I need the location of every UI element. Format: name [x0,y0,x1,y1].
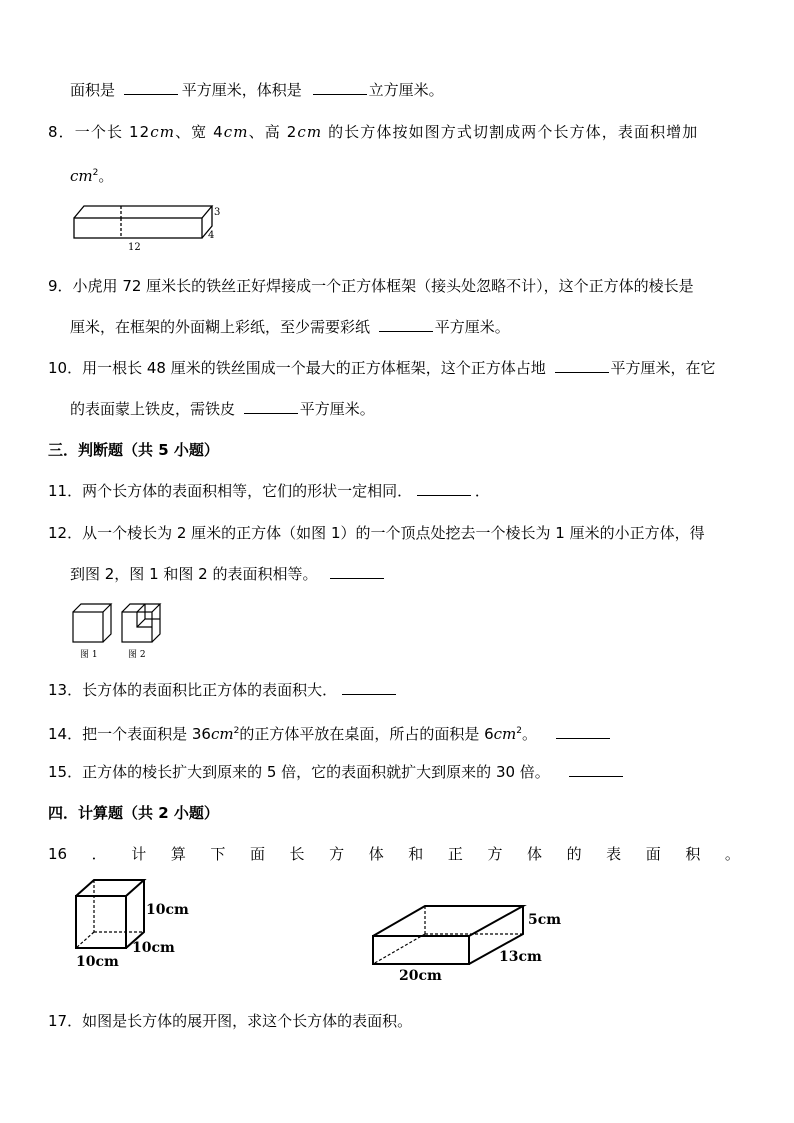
section-3-title: 三．判断题（共 5 小题） [48,441,219,459]
answer-blank[interactable] [555,358,609,373]
question-9-cont: 厘米，在框架的外面糊上彩纸，至少需要彩纸 平方厘米。 [70,318,510,336]
cube-depth-label: 10cm [132,940,175,956]
question-17: 17．如图是长方体的展开图，求这个长方体的表面积。 [48,1012,413,1030]
cuboid-height-label: 5cm [528,912,562,928]
answer-blank[interactable] [379,317,433,332]
question-12: 12．从一个棱长为 2 厘米的正方体（如图 1）的一个顶点处挖去一个棱长为 1 厘米的小正方体，得 [48,524,705,542]
answer-blank[interactable] [313,80,367,95]
cuboid-cut-figure [68,198,228,254]
question-8: 8．一个长 12cm、宽 4cm、高 2cm 的长方体按如图方式切割成两个长方体，表面积增加 [48,123,699,141]
answer-blank[interactable] [330,564,384,579]
fig-height-label: 3 [214,207,221,218]
question-8-unit: $cm^2$。 [70,167,114,185]
cube-10cm-figure [70,876,220,972]
answer-blank[interactable] [556,724,610,739]
cuboid-width-label: 13cm [499,949,542,965]
cuboid-length-label: 20cm [399,968,442,984]
fig1-label: 图 1 [80,650,98,660]
question-12-cont: 到图 2，图 1 和图 2 的表面积相等。 [70,564,384,584]
answer-blank[interactable] [342,680,396,695]
q7-continuation: 面积是 平方厘米，体积是 立方厘米。 [70,81,444,99]
question-11: 11．两个长方体的表面积相等，它们的形状一定相同． ． [48,482,490,500]
answer-blank[interactable] [124,80,178,95]
answer-blank[interactable] [417,481,471,496]
cube-figures [70,600,170,662]
question-14: 14．把一个表面积是 $36cm^2$的正方体平放在桌面，所占的面积是 $6cm^2$。 [48,721,610,744]
section-4-title: 四．计算题（共 2 小题） [48,804,219,822]
question-13: 13．长方体的表面积比正方体的表面积大． [48,680,396,700]
cube-height-label: 10cm [146,902,189,918]
question-9: 9．小虎用 72 厘米长的铁丝正好焊接成一个正方体框架（接头处忽略不计），这个正方体的棱长是 [48,277,694,295]
cuboid-figure [365,898,575,986]
question-15: 15．正方体的棱长扩大到原来的 5 倍，它的表面积就扩大到原来的 30 倍。 [48,762,623,782]
fig-length-label: 12 [128,242,141,253]
answer-blank[interactable] [244,399,298,414]
question-16: 16 ． 计 算 下 面 长 方 体 和 正 方 体 的 表 面 积 。 [48,845,740,863]
fig2-label: 图 2 [128,650,146,660]
question-10-cont: 的表面蒙上铁皮，需铁皮 平方厘米。 [70,400,375,418]
answer-blank[interactable] [569,762,623,777]
question-10: 10．用一根长 48 厘米的铁丝围成一个最大的正方体框架，这个正方体占地 平方厘米，在它 [48,359,716,377]
fig-width-label: 4 [208,230,215,241]
cube-width-label: 10cm [76,954,119,970]
